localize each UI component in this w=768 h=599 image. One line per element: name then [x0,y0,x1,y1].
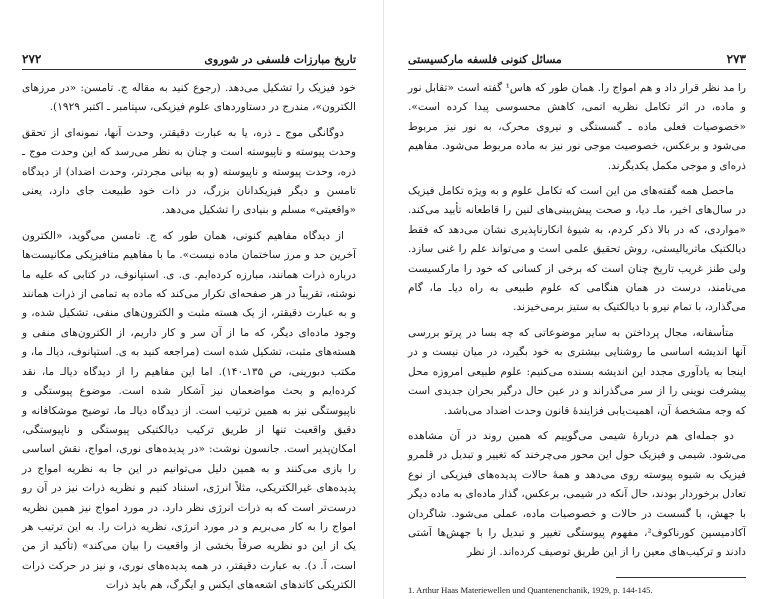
right-paragraph-3: متأسفانه، مجال پرداختن به سایر موضوعاتی که چه بسا در پرتو بررسی آنها اندیشه اساسی ما روشنایی بیشتری به خود بگیرد، در میان نیست و در اینجا به یادآوری مجدد این اندیشه بسنده می‌کنیم: علوم طبیعی امروزه محل پیشرفت نوینی را از سر می‌گذراند و در عین حال درگیر بحران جدیدی است که وجه مشخصهٔ آن، اهمیت‌یابی فزایندهٔ قانون وحدت اضداد می‌باشد. [408,326,746,417]
left-paragraph-1: خود فیزیک را تشکیل می‌دهد. (رجوع کنید به مقاله ج. تامسن: «در مرزهای الکترون»، مندرج در دستاوردهای علوم فیزیکی، سپتامبر ـ اکتبر ۱۹۲۹). [22,82,356,114]
right-running-title: مسائل کنونی فلسفه مارکسیستی [408,53,562,66]
right-running-head [408,52,746,70]
right-page-number: ۲۷۳ [726,52,746,66]
left-page-number: ۲۷۲ [22,52,42,66]
right-page [384,0,768,599]
footnote: 1. Arthur Haas Materiewellen und Quantenenchanik, 1929, p. 144-145. [408,584,653,595]
footnote-rule [616,577,746,578]
left-running-title: تاریخ مبارزات فلسفی در شوروی [204,53,356,66]
right-paragraph-4: دو جمله‌ای هم دربارهٔ شیمی می‌گوییم که همین روند در آن مشاهده می‌شود. شیمی و فیزیک حول این محور می‌چرخند که تغییر و تبدیل در قلمرو فیزیک به شیوه پیوسته روی می‌دهد و همهٔ حالات پدیده‌های فیزیکی از نوع تعادل برخوردار بودند، حال آنکه در شیمی، برعکس، گذار ماده‌ای به ماده دیگر با جهش، با گسست در حالات و خصوصیات ماده، عملی می‌شود. شاگردان آکادمیسین کورناکوف²، مفهوم پیوستگی تغییر و تبدیل را با جهش‌ها آشتی دادند و ترکیب‌های معین را از این طریق توصیف کرده‌اند. از نظر [408,429,746,559]
left-paragraph-3: از دیدگاه مفاهیم کنونی، همان طور که ج. تامسن می‌گوید، «الکترون آخرین حد و مرز ساختمان ماده نیست». ما با مفاهیم متافیزیکی مکانیست‌ها درباره ذرات همانند، مبارزه کرده‌ایم. ی. ی. استپانوف، در کتابی که علیه ما نوشته، تقریباً در هر صفحه‌ای تکرار می‌کند که ماده به تمامی از ذرات همانند و به عبارت دقیقتر، از یک هسته مثبت و الکترون‌های منفی، تشکیل شده، و وجود ماده‌ای دیگر، که ما از آن سر و کار داریم، از الکترون‌های منفی و هسته‌های مثبت، تشکیل شده است (مراجعه کنید به ی. استپانوف، دیالـ ما، و مکتب دبورینی، ص ۱۳۵ـ۱۴۰). اما این مفاهیم را از دیدگاه دیالـ ما، نقد کرده‌ایم و بحث مواضعمان نیز آشکار شده است. موضوع پیوستگی و ناپیوستگی نیز به همین ترتیب است. از دیدگاه دیالـ ما، توضیح موشکافانه و دقیق واقعیت تنها از طریق ترکیب دیالکتیکی پیوستگی و ناپیوستگی، امکان‌پذیر است. جانسون نوشت: «در پدیده‌های نوری، امواج، نقش اساسی را بازی می‌کنند و به همین دلیل می‌توانیم در این جا به نظریه امواج در پدیده‌های غیرالکتریکی، مثلاً انرژی، استناد کنیم و نظریه ذرات نیز در آن رو درست‌تر است که به ذرات انرژی نظر دارد. در مورد امواج نیز همین نظریه امواج را به کار می‌بریم و در مورد انرژی، نظریه ذرات را. به این ترتیب هر یک از این دو نظریه صرفاً بخشی از واقعیت را بیان می‌کند» (تأکید از من است، آ. د). به عبارت دقیقتر، در همه پدیده‌های نوری، و نیز در حرکت ذرات الکتریکی کاتدهای اشعه‌های ایکس و ایگرگ، هم باید ذرات [22,229,356,592]
right-paragraph-1: را مد نظر قرار داد و هم امواج را. همان طور که هاس¹ گفته است «تقابل نور و ماده، در اثر تکامل نظریه اتمی، کاهش محسوسی پیدا کرده است». «خصوصیات فعلی ماده ـ گسستگی و نیروی محرک، به نور نیز مربوط می‌شود و برعکس، خصوصیت موجی نور نیز به ماده مربوط می‌شود. مفاهیم ذره‌ای و موجی مکمل یکدیگرند. [408,82,746,172]
right-body-text [408,79,746,563]
left-paragraph-2: دوگانگی موج ـ ذره، یا به عبارت دقیقتر، وحدت آنها، نمونه‌ای از تحقق وحدت پیوسته و ناپیوسته است و چنان به نظر می‌رسد که این وحدت موج ـ ذره، وحدت پیوسته و ناپیوسته (و به بیانی مجردتر، وحدت اضداد) از دیدگاه تامسن و دیگر فیزیکدانان بزرگ، در ذات خود طبیعت جای دارد، یعنی «واقعیتی» مسلم و بنیادی را تشکیل می‌دهد. [22,126,356,217]
left-running-head [22,52,356,70]
left-body-text [22,79,356,596]
right-paragraph-2: ماحصل همه گفته‌های من این است که تکامل علوم و به ویژه تکامل فیزیک در سال‌های اخیر، ماـ دیا، و صحت پیش‌بینی‌های لنین را قاطعانه تأیید می‌کند. «مواردی، که در بالا ذکر کردم، به شیوهٔ انکارناپذیری نشان می‌دهد که فقط دیالکتیک ماتریالیستی، روش تحقیق علمی است و می‌تواند علم را غنی سازد. ولی طنز غریب تاریخ چنان است که برخی از کسانی که خود را مارکسیست می‌نامند، درست در همان هنگامی که علوم طبیعی به راه دیاـ ما، گام می‌گذارد، با تمام نیرو با دیالکتیک به ستیز برمی‌خیزند. [408,185,746,314]
